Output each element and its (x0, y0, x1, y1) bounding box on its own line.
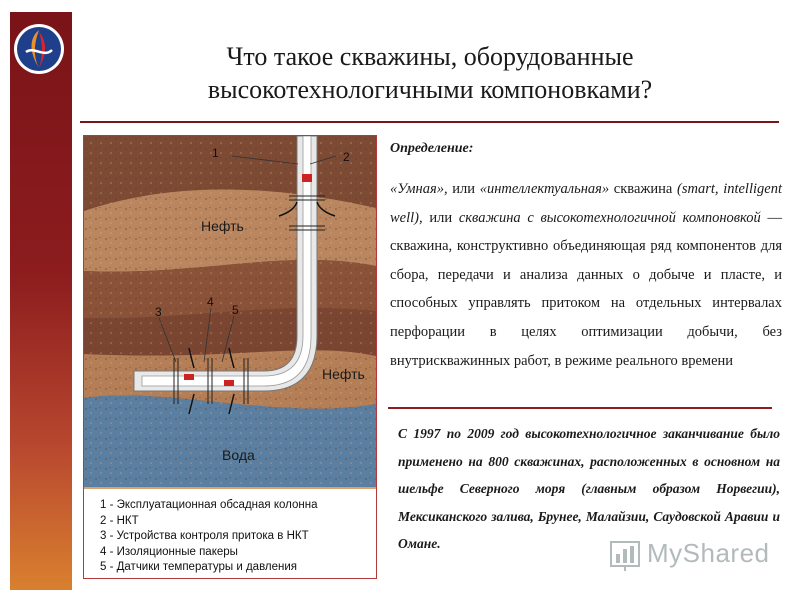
legend-item: 3 - Устройства контроля притока в НКТ (100, 530, 309, 542)
def-sep-1: , или (443, 181, 480, 197)
def-term-hightech: скважина с высокотехнологичной компоновкой (458, 209, 761, 226)
sensor-marker-1 (184, 374, 194, 380)
title-line-1: Что такое скважины, оборудованные (226, 42, 634, 71)
figure-label-2: 2 (343, 150, 350, 164)
figure-label-1: 1 (212, 146, 219, 160)
well-diagram-figure (83, 135, 377, 579)
def-sep-2: или (422, 209, 459, 226)
section-divider (388, 407, 772, 409)
def-term-english: (smart, intelligent well), (390, 181, 782, 226)
sensor-marker-upper (302, 174, 312, 182)
def-body: — скважина, конструктивно объединяющая ряд компонентов для сбора, передачи и анализа данных о добыче и пласте, и способных управлять притоком на отдельных интервалах перфорации в целях оптимизации добычи, без внутрискважинных работ, в режиме реального времени (390, 209, 783, 369)
figure-label-5: 5 (232, 303, 239, 317)
legend-item: 5 - Датчики температуры и давления (100, 561, 298, 573)
definition-label: Определение: (390, 141, 474, 156)
legend-item: 2 - НКТ (100, 514, 139, 527)
label-oil-lower: Нефть (322, 366, 365, 382)
watermark-chart-icon (609, 538, 643, 572)
title-divider (80, 121, 779, 123)
def-term-smart: «Умная» (390, 181, 444, 197)
figure-label-4: 4 (207, 295, 214, 309)
watermark-text: MyShared (647, 538, 770, 568)
deployment-stats-text: С 1997 по 2009 год высокотехнологичное заканчивание было применено на 800 скважинах, расположенных в основном на шельфе Северного моря (главным образом Норвегии), Мексиканского залива, Брунее, Малайзии, Саудовской Аравии и Омане. (398, 426, 780, 551)
figure-legend (100, 498, 370, 576)
company-logo (12, 22, 66, 76)
page-title (120, 40, 740, 106)
legend-item: 1 - Эксплуатационная обсадная колонна (100, 499, 318, 511)
rock-texture (84, 136, 376, 488)
watermark (607, 536, 777, 576)
def-term-intelligent: «интеллектуальная» (479, 181, 610, 197)
definition-text (390, 175, 782, 375)
sidebar-stripe (10, 12, 72, 590)
figure-label-3: 3 (155, 305, 162, 319)
def-word-well: скважина (609, 181, 678, 197)
title-line-2: высокотехнологичными компоновками? (207, 75, 653, 104)
legend-item: 4 - Изоляционные пакеры (100, 545, 238, 558)
sensor-marker-2 (224, 380, 234, 386)
label-water: Вода (222, 447, 255, 463)
label-oil-upper: Нефть (201, 218, 244, 234)
